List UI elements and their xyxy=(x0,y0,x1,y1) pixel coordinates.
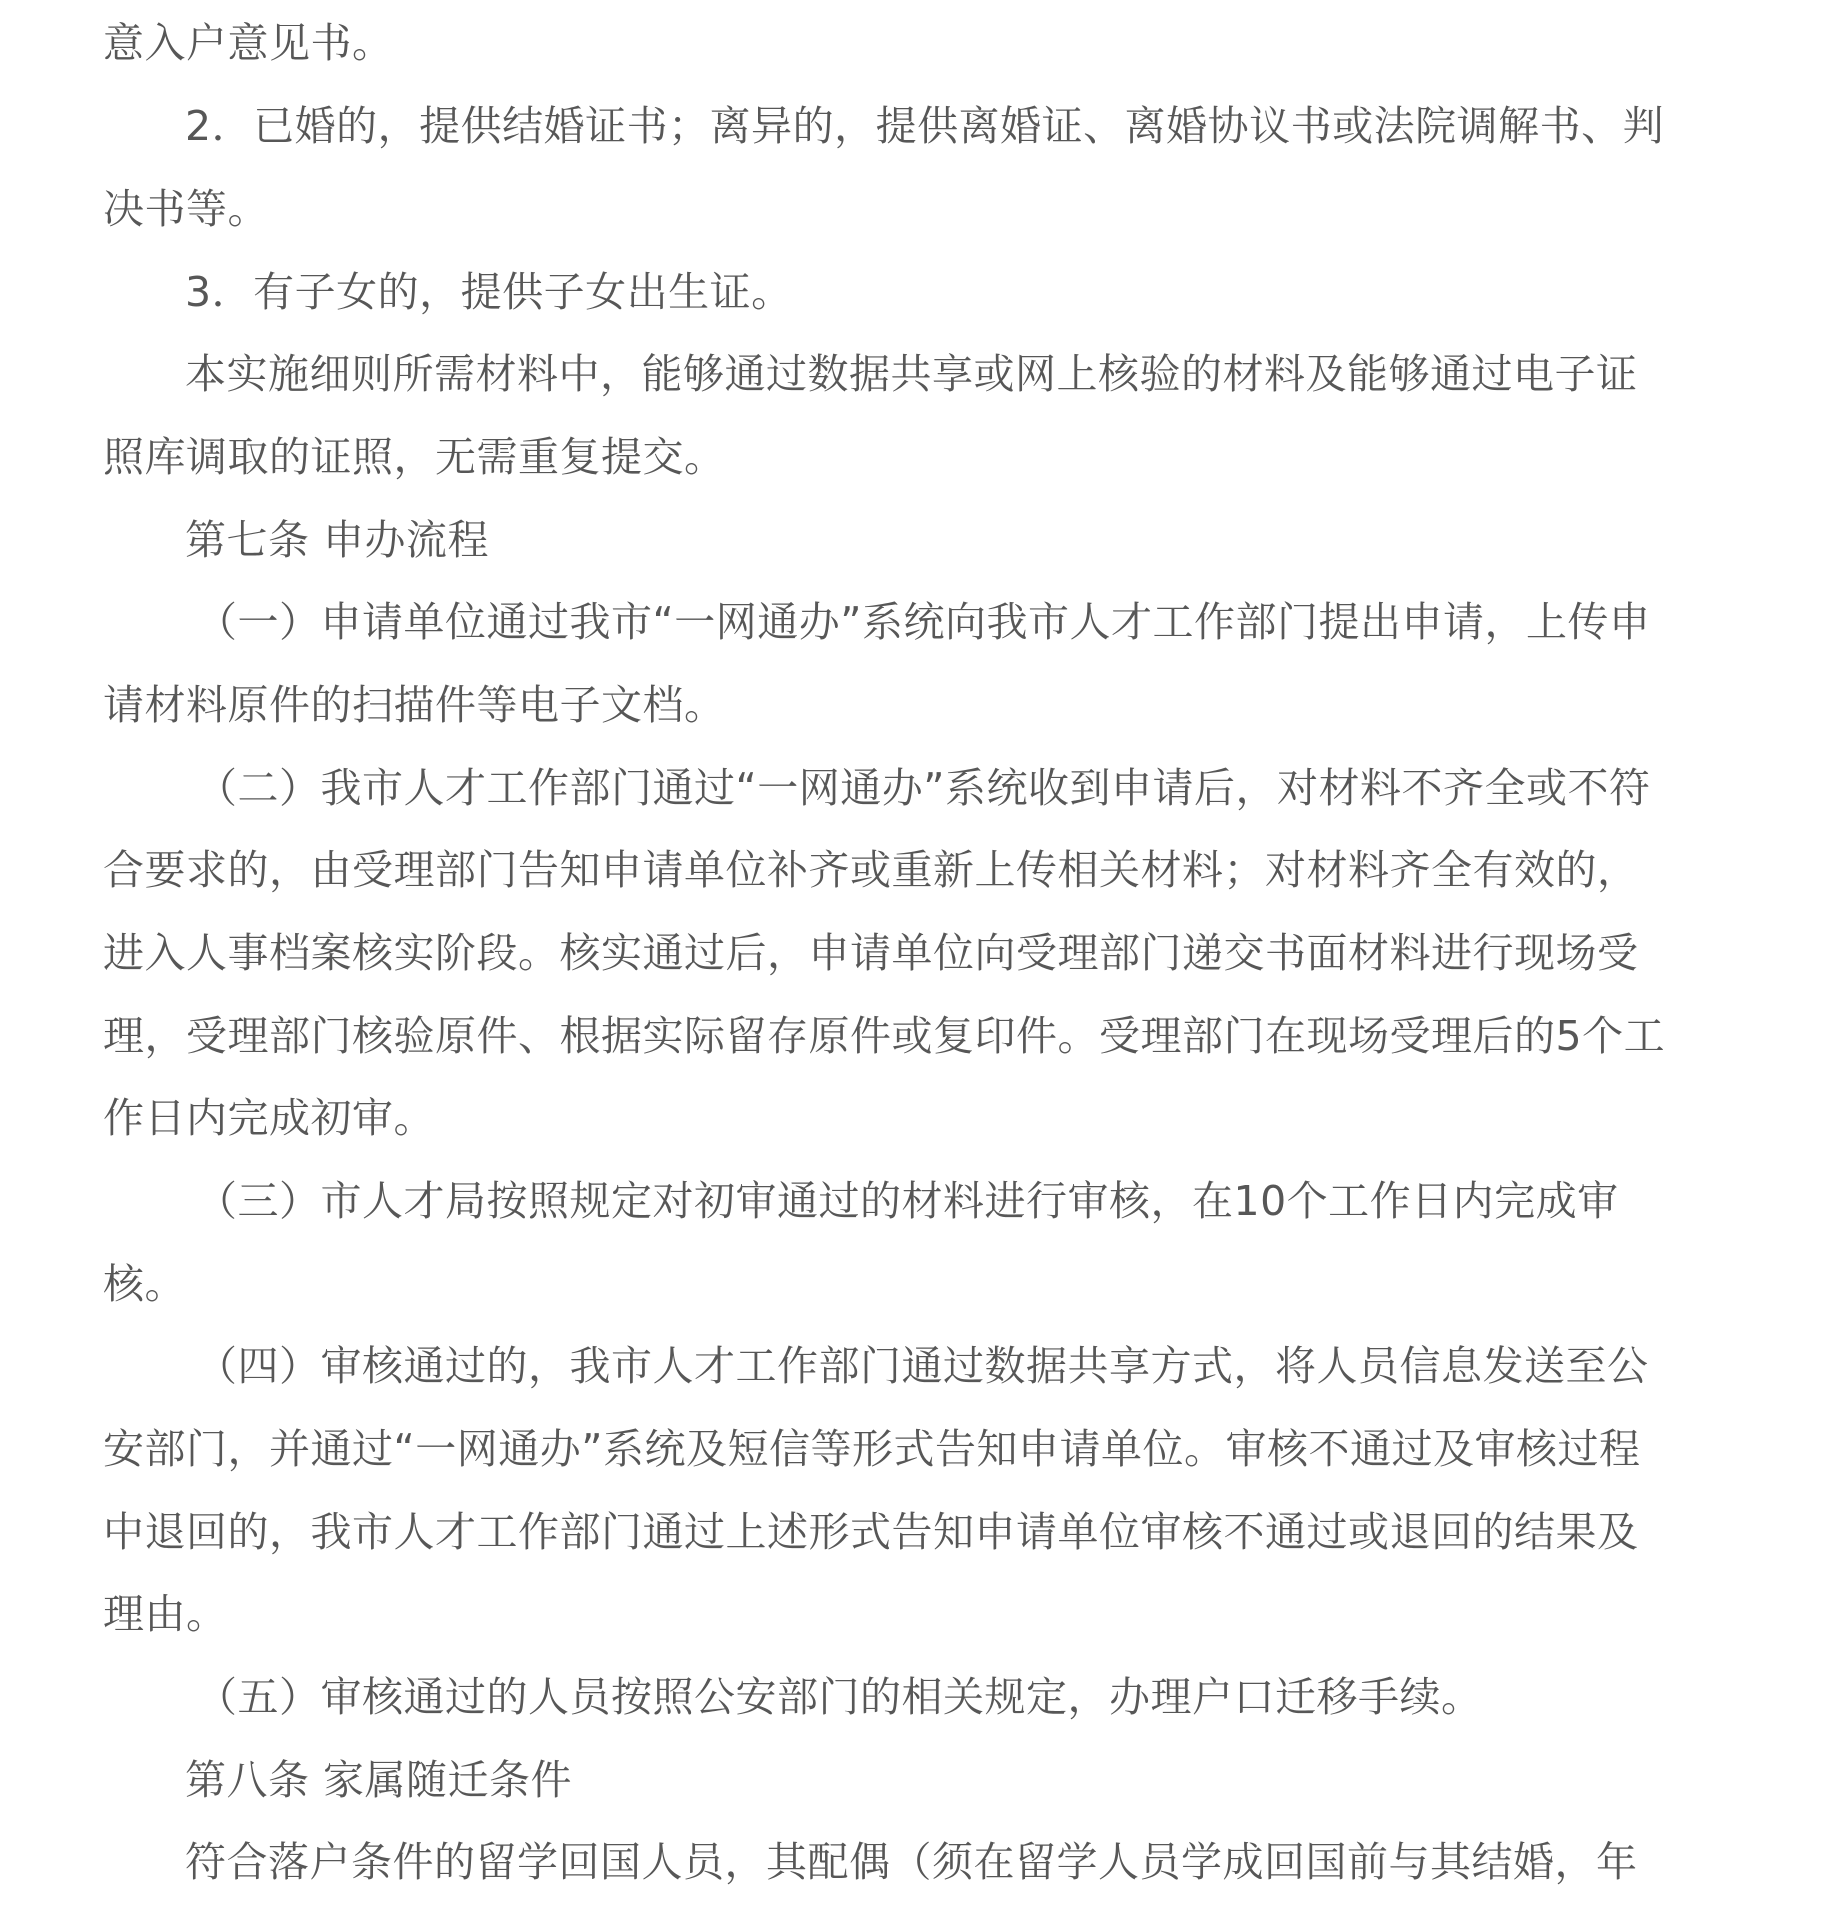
text-line: 理，受理部门核验原件、根据实际留存原件或复印件。受理部门在现场受理后的5个工 xyxy=(103,1012,1666,1060)
text-line: 核。 xyxy=(103,1260,186,1308)
text-line: 合要求的，由受理部门告知申请单位补齐或重新上传相关材料；对材料齐全有效的， xyxy=(103,846,1639,894)
text-line: 本实施细则所需材料中，能够通过数据共享或网上核验的材料及能够通过电子证 xyxy=(185,350,1638,398)
text-line: 理由。 xyxy=(103,1590,228,1638)
text-line: 请材料原件的扫描件等电子文档。 xyxy=(103,681,726,729)
text-line: 中退回的，我市人才工作部门通过上述形式告知申请单位审核不通过或退回的结果及 xyxy=(103,1508,1639,1556)
section-heading-article-8: 第八条 家属随迁条件 xyxy=(185,1756,573,1804)
text-line: 意入户意见书。 xyxy=(103,19,394,67)
text-line: 照库调取的证照，无需重复提交。 xyxy=(103,433,726,481)
text-line: 进入人事档案核实阶段。核实通过后，申请单位向受理部门递交书面材料进行现场受 xyxy=(103,929,1639,977)
text-line: 决书等。 xyxy=(103,185,269,233)
section-heading-article-7: 第七条 申办流程 xyxy=(185,516,490,564)
text-line: 2．已婚的，提供结婚证书；离异的，提供离婚证、离婚协议书或法院调解书、判 xyxy=(185,102,1665,150)
text-line: 3．有子女的，提供子女出生证。 xyxy=(185,268,793,316)
text-line: （四）审核通过的，我市人才工作部门通过数据共享方式，将人员信息发送至公 xyxy=(196,1342,1649,1390)
text-line: 符合落户条件的留学回国人员，其配偶（须在留学人员学成回国前与其结婚，年 xyxy=(185,1838,1638,1886)
text-line: （二）我市人才工作部门通过“一网通办”系统收到申请后，对材料不齐全或不符 xyxy=(196,764,1651,812)
text-line: 安部门，并通过“一网通办”系统及短信等形式告知申请单位。审核不通过及审核过程 xyxy=(103,1425,1641,1473)
text-line: （一）申请单位通过我市“一网通办”系统向我市人才工作部门提出申请，上传申 xyxy=(196,598,1651,646)
text-line: 作日内完成初审。 xyxy=(103,1094,435,1142)
text-line: （三）市人才局按照规定对初审通过的材料进行审核，在10个工作日内完成审 xyxy=(196,1177,1619,1225)
text-line: （五）审核通过的人员按照公安部门的相关规定，办理户口迁移手续。 xyxy=(196,1673,1483,1721)
